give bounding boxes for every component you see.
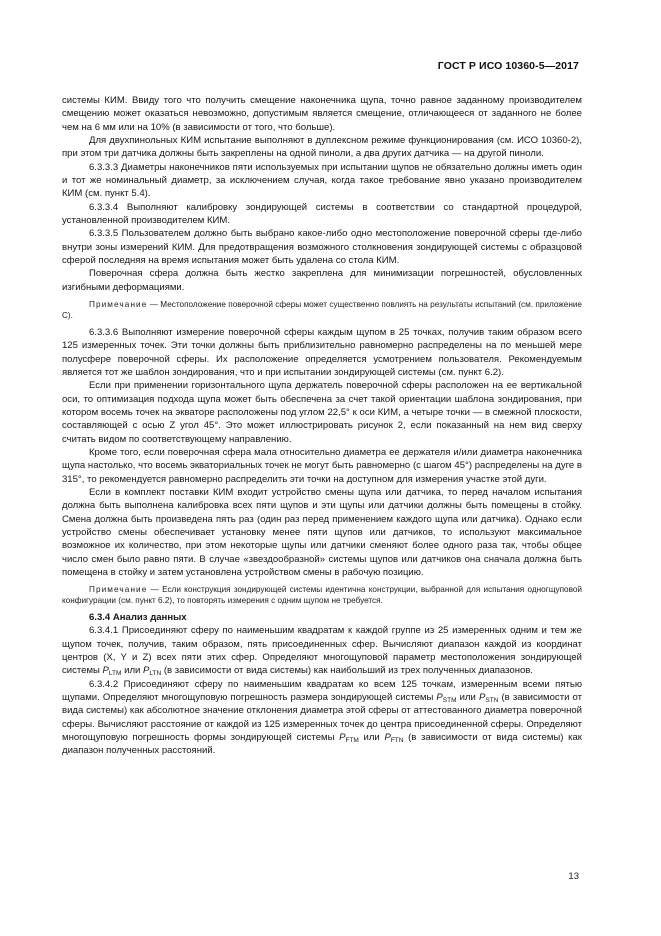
paragraph: системы КИМ. Ввиду того что получить смещение наконечника щупа, точно равное заданному производителем смещению может оказаться невозможно, допустимым является смещение, отличающееся от заданного не более чем на 6 мм или на 10% (в зависимости от того, что больше). [62, 95, 582, 133]
symbol-P: P [143, 665, 150, 677]
paragraph: Поверочная сфера должна быть жестко закреплена для минимизации погрешностей, обусловленных изгибными деформациями. [62, 268, 582, 293]
text-run: 6.3.4.1 Присоединяют сферу по наименьшим квадратам к каждой группе из 25 измеренных одним и тем же щупом точек, получив, таким образом, пять присоединенных сфер. Вычисляют диапазон каждой из координат центров (X, Y и Z) всех пяти этих сфер. Определяют многощуповой параметр местоположения зондирующей системы [62, 625, 582, 677]
paragraph-6-3-3-5: 6.3.3.5 Пользователем должно быть выбрано какое-либо одно местоположение поверочной сферы где-либо внутри зоны измерений КИМ. Для предотвращения возможного столкновения зондирующей системы с образцовой сферой последняя на время испытания может быть удалена со стола КИМ. [62, 228, 582, 266]
symbol-P: P [339, 732, 346, 744]
paragraph-6-3-4-1 [62, 624, 582, 677]
note-label: Примечание [89, 299, 148, 309]
symbol-P: P [436, 692, 443, 704]
paragraph: Кроме того, если поверочная сфера мала относительно диаметра ее держателя и/или диаметра наконечника щупа настолько, что восемь экваториальных точек не могут быть равномерно (с шагом 45°) распределены на дуге в 315°, то рекомендуется равномерно распределить эти точки на доступном для измерения участке этой дуги. [62, 446, 582, 485]
symbol-P: P [384, 732, 391, 744]
document-header-code: ГОСТ Р ИСО 10360-5—2017 [437, 60, 579, 72]
text-run: или [456, 692, 479, 704]
subscript: STN [485, 697, 499, 705]
note-text: — Если конструкция зондирующей системы идентична конструкции, выбранной для испытания одногщуповой конфигурации (см. пункт 6.2), то повторять измерения с одним щупом не требуется. [62, 585, 582, 606]
paragraph-6-3-3-4: 6.3.3.4 Выполняют калибровку зондирующей системы в соответствии со стандартной процедурой, установленной производителем КИМ. [62, 201, 582, 226]
paragraph-6-3-4-2 [62, 678, 582, 758]
text-run: (в зависимости от вида системы) как абсолютное значение отклонения диаметра этой сферы от аттестованного диаметра поверочной сферы. Вычисляют расстояние от каждой из 125 измеренных точек до центра присоединенной сферы. Определяют многощуповую погрешность формы зондирующей системы [62, 692, 582, 744]
paragraph: Если в комплект поставки КИМ входит устройство смены щупа или датчика, то перед началом испытания должна быть выполнена калибровка всех пяти щупов и эти щупы или датчики должны быть помещены в стойку. Смена должна быть произведена пять раз (один раз перед применением каждого щупа или датчика). Однако если устройство смены обеспечивает установку менее пяти щупов или датчиков, то используют максимальное возможное их количество, при этом некоторые щупы или датчики сменяют более одного раза так, чтобы общее число смен было равно пяти. В случае «звездообразной» системы щупов или датчиков она сначала должна быть помещена в стойку и затем установлена устройством смены в рабочую позицию. [62, 486, 582, 578]
paragraph-6-3-3-3: 6.3.3.3 Диаметры наконечников пяти используемых при испытании щупов не обязательно должны иметь один и тот же номинальный диаметр, за исключением случая, когда такое требование явно указано производителем КИМ (см. пункт 5.4). [62, 161, 582, 200]
paragraph: Для двухпинольных КИМ испытание выполняют в дуплексном режиме функционирования (см. ИСО 10360-2), при этом три датчика должны быть закреплены на одной пиноли, а два других датчика — на другой пиноли. [62, 134, 582, 160]
note-label: Примечание [89, 585, 148, 595]
section-heading: 6.3.4 Анализ данных [89, 612, 187, 624]
subscript: LTM [108, 670, 122, 678]
document-body [62, 94, 582, 758]
text-run: (в зависимости от вида системы) как диапазон полученных расстояний. [62, 732, 582, 757]
note-text: — Местоположение поверочной сферы может существенно повлиять на результаты испытаний (см. приложение С). [62, 299, 582, 320]
subscript: STM [442, 697, 457, 705]
text-run: или [121, 665, 143, 677]
text-run: или [358, 732, 385, 744]
symbol-P: P [479, 692, 486, 704]
note-2 [62, 584, 582, 606]
note-1 [62, 299, 582, 321]
subscript: LTN [149, 670, 162, 678]
paragraph: Если при применении горизонтального щупа держатель поверочной сферы расположен на ее вертикальной оси, то оптимизация подхода щупа может быть обеспечена за счет такой ориентации шаблона зондирования, при котором восемь точек на экваторе расположены под углом 22,5° к оси КИМ, а четыре точки — в смежной плоскости, составляющей с осью Z угол 45°. Это может иллюстрировать рисунок 2, если показанный на нем вид сверху считать видом по соответствующему направлению. [62, 380, 582, 445]
subscript: FTM [345, 737, 359, 745]
symbol-P: P [102, 665, 109, 677]
text-run: 6.3.4.2 Присоединяют сферу по наименьшим квадратам ко всем 125 точкам, измеренным всеми пятью щупами. Определяют многощуповую погрешность размера зондирующей системы [62, 678, 582, 704]
page-number: 13 [568, 871, 579, 882]
text-run: (в зависимости от вида системы) как наибольший из трех полученных диапазонов. [161, 665, 534, 677]
paragraph-6-3-3-6: 6.3.3.6 Выполняют измерение поверочной сферы каждым щупом в 25 точках, получив таким образом всего 125 измеренных точек. Эти точки должны быть приблизительно равномерно распределены на по меньшей мере полусфере поверочной сферы. Их расположение определяется усмотрением пользователя. Рекомендуемым является тот же шаблон зондирования, что и при испытании зондирующей системы (см. пункт 6.2). [62, 326, 582, 378]
subscript: FTN [390, 737, 404, 745]
